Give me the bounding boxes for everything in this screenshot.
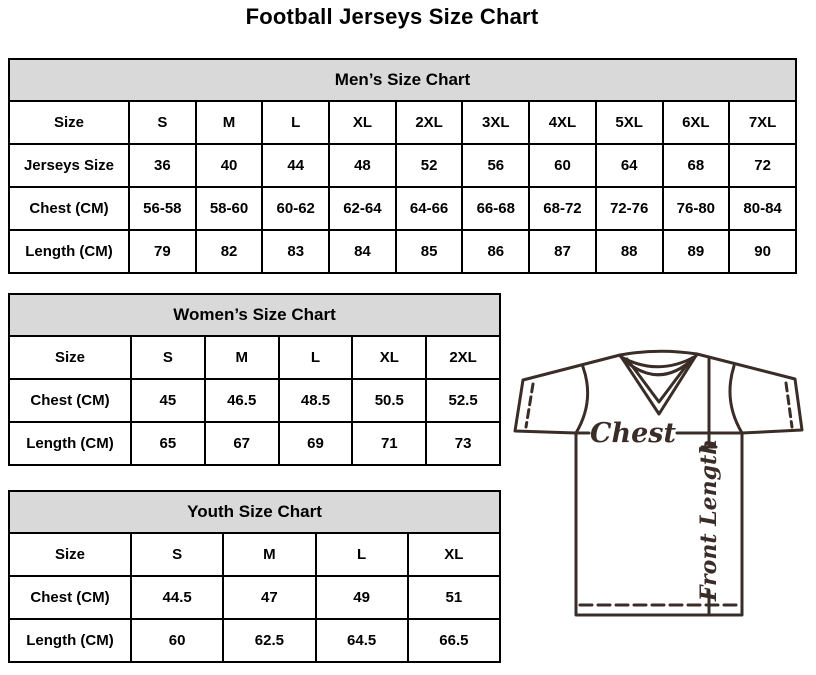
value-cell: 36: [129, 144, 196, 187]
jersey-right-shoulder-sleeve-outline: [697, 354, 802, 433]
table-row: [9, 187, 796, 230]
youth-size-chart-table: [8, 490, 501, 663]
row-label-cell: Size: [9, 336, 131, 379]
value-cell: 66.5: [408, 619, 500, 662]
table-title: Men’s Size Chart: [9, 59, 796, 101]
value-cell: M: [205, 336, 279, 379]
value-cell: 85: [396, 230, 463, 273]
value-cell: 67: [205, 422, 279, 465]
jersey-left-sleeve-stitch-dashed-line: [526, 384, 533, 427]
value-cell: L: [316, 533, 408, 576]
value-cell: 52: [396, 144, 463, 187]
mens-size-chart-table: [8, 58, 797, 274]
row-label-cell: Jerseys Size: [9, 144, 129, 187]
value-cell: 48.5: [279, 379, 353, 422]
value-cell: 7XL: [729, 101, 796, 144]
value-cell: S: [129, 101, 196, 144]
value-cell: M: [223, 533, 315, 576]
value-cell: XL: [352, 336, 426, 379]
value-cell: M: [196, 101, 263, 144]
value-cell: 79: [129, 230, 196, 273]
row-label-cell: Size: [9, 533, 131, 576]
womens-size-chart-table: [8, 293, 501, 466]
value-cell: 46.5: [205, 379, 279, 422]
row-label-cell: Length (CM): [9, 422, 131, 465]
value-cell: 58-60: [196, 187, 263, 230]
value-cell: L: [262, 101, 329, 144]
value-cell: 50.5: [352, 379, 426, 422]
row-label-cell: Chest (CM): [9, 379, 131, 422]
jersey-right-armhole-seam: [730, 366, 742, 433]
value-cell: 72-76: [596, 187, 663, 230]
value-cell: 80-84: [729, 187, 796, 230]
value-cell: 83: [262, 230, 329, 273]
page-title: Football Jerseys Size Chart: [245, 4, 539, 29]
value-cell: 48: [329, 144, 396, 187]
value-cell: 87: [529, 230, 596, 273]
value-cell: 2XL: [426, 336, 500, 379]
value-cell: 56: [462, 144, 529, 187]
value-cell: 86: [462, 230, 529, 273]
row-label-cell: Length (CM): [9, 619, 131, 662]
table-row: [9, 230, 796, 273]
value-cell: 60: [529, 144, 596, 187]
value-cell: 4XL: [529, 101, 596, 144]
row-label-cell: Chest (CM): [9, 576, 131, 619]
value-cell: 71: [352, 422, 426, 465]
row-label-cell: Size: [9, 101, 129, 144]
value-cell: 5XL: [596, 101, 663, 144]
value-cell: S: [131, 533, 223, 576]
value-cell: XL: [408, 533, 500, 576]
value-cell: 84: [329, 230, 396, 273]
row-label-cell: Length (CM): [9, 230, 129, 273]
value-cell: 72: [729, 144, 796, 187]
jersey-measurement-diagram: [505, 333, 815, 643]
value-cell: 44: [262, 144, 329, 187]
value-cell: 66-68: [462, 187, 529, 230]
value-cell: 47: [223, 576, 315, 619]
value-cell: 64.5: [316, 619, 408, 662]
row-label-cell: Chest (CM): [9, 187, 129, 230]
value-cell: 68-72: [529, 187, 596, 230]
table-row: [9, 379, 500, 422]
jersey-left-armhole-seam: [576, 367, 588, 433]
value-cell: 64-66: [396, 187, 463, 230]
table-row: [9, 422, 500, 465]
value-cell: 52.5: [426, 379, 500, 422]
table-row: [9, 533, 500, 576]
value-cell: 40: [196, 144, 263, 187]
table-row: [9, 619, 500, 662]
table-title: Women’s Size Chart: [9, 294, 500, 336]
value-cell: 69: [279, 422, 353, 465]
table-row: [9, 144, 796, 187]
value-cell: 45: [131, 379, 205, 422]
value-cell: 88: [596, 230, 663, 273]
jersey-collar-top-edge: [620, 351, 697, 355]
value-cell: 3XL: [462, 101, 529, 144]
value-cell: 68: [663, 144, 730, 187]
chest-label: Chest: [590, 418, 676, 449]
value-cell: 2XL: [396, 101, 463, 144]
value-cell: 62-64: [329, 187, 396, 230]
table-row: [9, 101, 796, 144]
value-cell: 49: [316, 576, 408, 619]
value-cell: 60: [131, 619, 223, 662]
value-cell: 51: [408, 576, 500, 619]
value-cell: 62.5: [223, 619, 315, 662]
value-cell: S: [131, 336, 205, 379]
table-row: [9, 336, 500, 379]
value-cell: 73: [426, 422, 500, 465]
value-cell: 44.5: [131, 576, 223, 619]
value-cell: 65: [131, 422, 205, 465]
value-cell: L: [279, 336, 353, 379]
value-cell: 60-62: [262, 187, 329, 230]
value-cell: 64: [596, 144, 663, 187]
value-cell: 6XL: [663, 101, 730, 144]
value-cell: 82: [196, 230, 263, 273]
value-cell: 76-80: [663, 187, 730, 230]
jersey-right-sleeve-stitch-dashed-line: [786, 383, 792, 427]
value-cell: 56-58: [129, 187, 196, 230]
table-row: [9, 576, 500, 619]
table-title: Youth Size Chart: [9, 491, 500, 533]
value-cell: 89: [663, 230, 730, 273]
value-cell: 90: [729, 230, 796, 273]
front-length-label: Front Length: [696, 438, 722, 602]
value-cell: XL: [329, 101, 396, 144]
